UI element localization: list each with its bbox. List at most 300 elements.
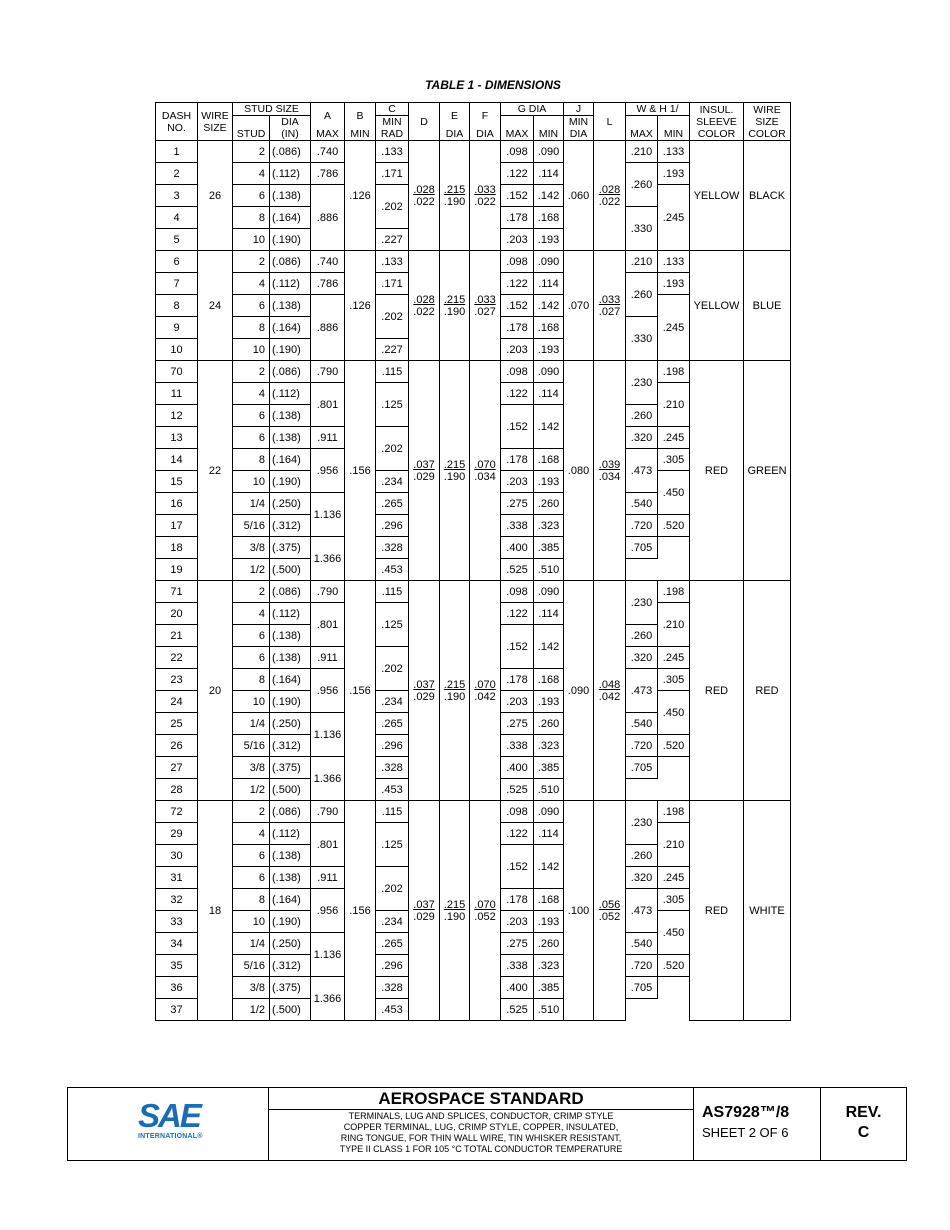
dash-no-cell: 30: [156, 845, 198, 867]
dash-no-cell: 11: [156, 383, 198, 405]
dash-no-cell: 31: [156, 867, 198, 889]
stud-cell: 5/16: [233, 735, 270, 757]
g-dia-max-cell: .152: [501, 845, 534, 889]
stud-dia-cell: (.112): [270, 383, 311, 405]
g-dia-min-cell: .142: [534, 405, 564, 449]
g-dia-max-cell: .525: [501, 559, 534, 581]
wh-min-cell: .705: [626, 537, 658, 559]
stud-dia-cell: (.250): [270, 713, 311, 735]
g-dia-min-cell: .168: [534, 317, 564, 339]
header-a: A: [311, 103, 345, 129]
dimensions-table: [155, 102, 791, 1021]
dash-no-cell: 9: [156, 317, 198, 339]
stud-dia-cell: (.190): [270, 229, 311, 251]
wh-min-cell: .245: [658, 295, 690, 361]
stud-cell: 1/2: [233, 779, 270, 801]
c-min-rad-cell: .453: [376, 999, 409, 1021]
wire-size-color-cell: WHITE: [744, 801, 791, 1021]
c-min-rad-cell: .202: [376, 295, 409, 339]
g-dia-max-cell: .122: [501, 383, 534, 405]
b-min-cell: .126: [345, 251, 376, 361]
g-dia-max-cell: .152: [501, 185, 534, 207]
header-c-min: MIN: [376, 116, 409, 129]
dash-no-cell: 14: [156, 449, 198, 471]
a-max-cell: 1.136: [311, 713, 345, 757]
e-dia-cell: $\frac{.215}{.190}$: [440, 801, 470, 1021]
g-dia-min-cell: .193: [534, 911, 564, 933]
dash-no-cell: 4: [156, 207, 198, 229]
g-dia-min-cell: .193: [534, 691, 564, 713]
dash-no-cell: 36: [156, 977, 198, 999]
table-title: TABLE 1 - DIMENSIONS: [425, 78, 561, 92]
g-dia-min-cell: .090: [534, 141, 564, 163]
g-dia-max-cell: .178: [501, 317, 534, 339]
dash-no-cell: 27: [156, 757, 198, 779]
a-max-cell: 1.136: [311, 493, 345, 537]
g-dia-min-cell: .114: [534, 383, 564, 405]
dash-no-cell: 70: [156, 361, 198, 383]
d-cell: $\frac{.037}{.029}$: [409, 361, 440, 581]
wh-max-cell: .210: [626, 141, 658, 163]
a-max-cell: .790: [311, 581, 345, 603]
wh-max-cell: .260: [626, 405, 658, 427]
dash-no-cell: 2: [156, 163, 198, 185]
stud-cell: 2: [233, 581, 270, 603]
wh-max-cell: .320: [626, 427, 658, 449]
revision-cell: [821, 1088, 906, 1160]
g-dia-min-cell: .260: [534, 713, 564, 735]
g-dia-max-cell: .400: [501, 537, 534, 559]
header-j-min: MIN: [564, 116, 594, 129]
g-dia-min-cell: .114: [534, 603, 564, 625]
c-min-rad-cell: .296: [376, 955, 409, 977]
stud-cell: 4: [233, 273, 270, 295]
g-dia-max-cell: .338: [501, 515, 534, 537]
dash-no-cell: 21: [156, 625, 198, 647]
stud-dia-cell: (.164): [270, 207, 311, 229]
wire-size-cell: 18: [198, 801, 233, 1021]
wh-max-cell: .320: [626, 867, 658, 889]
stud-dia-cell: (.086): [270, 251, 311, 273]
header-g-min: MIN: [534, 116, 564, 141]
description-line: TYPE II CLASS 1 FOR 105 °C TOTAL CONDUCTOR TEMPERATURE: [339, 1144, 623, 1154]
dash-no-cell: 28: [156, 779, 198, 801]
g-dia-max-cell: .203: [501, 471, 534, 493]
stud-cell: 6: [233, 625, 270, 647]
header-wire-color: WIRE SIZE COLOR: [744, 103, 791, 141]
dash-no-cell: 34: [156, 933, 198, 955]
g-dia-max-cell: .178: [501, 449, 534, 471]
dash-no-cell: 26: [156, 735, 198, 757]
a-max-cell: .886: [311, 185, 345, 251]
dash-no-cell: 24: [156, 691, 198, 713]
stud-cell: 1/2: [233, 999, 270, 1021]
c-min-rad-cell: .265: [376, 713, 409, 735]
g-dia-min-cell: .090: [534, 581, 564, 603]
g-dia-min-cell: .260: [534, 493, 564, 515]
stud-dia-cell: (.112): [270, 273, 311, 295]
c-min-rad-cell: .265: [376, 493, 409, 515]
stud-dia-cell: (.500): [270, 999, 311, 1021]
g-dia-min-cell: .323: [534, 735, 564, 757]
header-b: B: [345, 103, 376, 129]
header-e-dia: DIA: [440, 128, 470, 141]
wh-min-cell: .133: [658, 251, 690, 273]
f-dia-cell: $\frac{.070}{.052}$: [470, 801, 501, 1021]
c-min-rad-cell: .171: [376, 273, 409, 295]
c-min-rad-cell: .296: [376, 735, 409, 757]
stud-cell: 4: [233, 823, 270, 845]
c-min-rad-cell: .227: [376, 229, 409, 251]
g-dia-min-cell: .142: [534, 845, 564, 889]
dash-no-cell: 17: [156, 515, 198, 537]
b-min-cell: .156: [345, 801, 376, 1021]
wh-min-cell: .520: [658, 515, 690, 537]
dash-no-cell: 23: [156, 669, 198, 691]
stud-dia-cell: (.164): [270, 317, 311, 339]
stud-cell: 1/4: [233, 493, 270, 515]
stud-dia-cell: (.190): [270, 471, 311, 493]
g-dia-min-cell: .168: [534, 889, 564, 911]
stud-cell: 2: [233, 361, 270, 383]
g-dia-min-cell: .168: [534, 449, 564, 471]
g-dia-max-cell: .178: [501, 669, 534, 691]
table-row: [156, 141, 791, 163]
g-dia-max-cell: .152: [501, 625, 534, 669]
stud-cell: 5/16: [233, 955, 270, 977]
dash-no-cell: 20: [156, 603, 198, 625]
dash-no-cell: 5: [156, 229, 198, 251]
g-dia-max-cell: .400: [501, 757, 534, 779]
wh-min-cell: .245: [658, 647, 690, 669]
g-dia-min-cell: .168: [534, 669, 564, 691]
stud-cell: 4: [233, 383, 270, 405]
stud-cell: 5/16: [233, 515, 270, 537]
c-min-rad-cell: .115: [376, 361, 409, 383]
wh-min-cell: .193: [658, 273, 690, 295]
g-dia-min-cell: .090: [534, 251, 564, 273]
wh-min-cell: .305: [658, 449, 690, 471]
c-min-rad-cell: .125: [376, 603, 409, 647]
standard-description: [269, 1111, 693, 1155]
wh-min-cell: .245: [658, 427, 690, 449]
b-min-cell: .156: [345, 361, 376, 581]
stud-cell: 8: [233, 889, 270, 911]
stud-cell: 3/8: [233, 757, 270, 779]
wh-max-cell: .720: [626, 735, 658, 757]
dash-no-cell: 1: [156, 141, 198, 163]
d-cell: $\frac{.037}{.029}$: [409, 581, 440, 801]
d-cell: $\frac{.037}{.029}$: [409, 801, 440, 1021]
wh-min-cell: .133: [658, 141, 690, 163]
c-min-rad-cell: .328: [376, 537, 409, 559]
header-w-max: MAX: [626, 116, 658, 141]
stud-dia-cell: (.250): [270, 493, 311, 515]
stud-dia-cell: (.375): [270, 757, 311, 779]
header-a-max: MAX: [311, 128, 345, 141]
g-dia-max-cell: .122: [501, 823, 534, 845]
wh-max-cell: .473: [626, 889, 658, 933]
g-dia-min-cell: .510: [534, 999, 564, 1021]
stud-dia-cell: (.312): [270, 735, 311, 757]
table-row: [156, 581, 791, 603]
e-dia-cell: $\frac{.215}{.190}$: [440, 141, 470, 251]
stud-dia-cell: (.086): [270, 141, 311, 163]
g-dia-max-cell: .178: [501, 207, 534, 229]
document-number-cell: [694, 1088, 821, 1160]
a-max-cell: .886: [311, 295, 345, 361]
header-dash: DASH NO.: [156, 103, 198, 141]
header-e: E: [440, 103, 470, 129]
wh-max-cell: .540: [626, 493, 658, 515]
wh-min-cell: .210: [658, 823, 690, 867]
wire-size-cell: 24: [198, 251, 233, 361]
e-dia-cell: $\frac{.215}{.190}$: [440, 251, 470, 361]
stud-cell: 2: [233, 251, 270, 273]
a-max-cell: .911: [311, 427, 345, 449]
stud-dia-cell: (.138): [270, 845, 311, 867]
dash-no-cell: 8: [156, 295, 198, 317]
sae-logo: SAE: [138, 1097, 200, 1134]
f-dia-cell: $\frac{.070}{.034}$: [470, 361, 501, 581]
revision-label: REV.: [845, 1104, 882, 1121]
c-min-rad-cell: .202: [376, 427, 409, 471]
revision-value: C: [857, 1124, 870, 1141]
stud-cell: 6: [233, 867, 270, 889]
stud-dia-cell: (.312): [270, 515, 311, 537]
c-min-rad-cell: .227: [376, 339, 409, 361]
header-d: D: [409, 103, 440, 141]
stud-cell: 6: [233, 185, 270, 207]
stud-dia-cell: (.138): [270, 625, 311, 647]
header-stud-size: STUD SIZE: [233, 103, 311, 116]
f-dia-cell: $\frac{.033}{.022}$: [470, 141, 501, 251]
stud-cell: 6: [233, 427, 270, 449]
stud-cell: 6: [233, 405, 270, 427]
dash-no-cell: 35: [156, 955, 198, 977]
wh-max-cell: .330: [626, 317, 658, 361]
dash-no-cell: 22: [156, 647, 198, 669]
dash-no-cell: 18: [156, 537, 198, 559]
g-dia-min-cell: .168: [534, 207, 564, 229]
stud-dia-cell: (.086): [270, 581, 311, 603]
c-min-rad-cell: .328: [376, 757, 409, 779]
g-dia-max-cell: .400: [501, 977, 534, 999]
l-cell: $\frac{.039}{.034}$: [594, 361, 626, 581]
wire-size-cell: 26: [198, 141, 233, 251]
e-dia-cell: $\frac{.215}{.190}$: [440, 361, 470, 581]
wh-max-cell: .230: [626, 581, 658, 625]
c-min-rad-cell: .133: [376, 141, 409, 163]
document-number: AS7928™/8: [702, 1104, 790, 1121]
dash-no-cell: 6: [156, 251, 198, 273]
stud-cell: 2: [233, 801, 270, 823]
wh-min-cell: .450: [658, 691, 690, 735]
dash-no-cell: 10: [156, 339, 198, 361]
stud-cell: 2: [233, 141, 270, 163]
wh-min-cell: .705: [626, 977, 658, 999]
g-dia-min-cell: .193: [534, 471, 564, 493]
j-min-dia-cell: .070: [564, 251, 594, 361]
dash-no-cell: 72: [156, 801, 198, 823]
stud-cell: 10: [233, 911, 270, 933]
description-line: RING TONGUE, FOR THIN WALL WIRE, TIN WHISKER RESISTANT,: [340, 1133, 622, 1143]
wh-max-cell: .260: [626, 273, 658, 317]
insul-sleeve-color-cell: RED: [690, 361, 744, 581]
header-g-dia: G DIA: [501, 103, 564, 116]
j-min-dia-cell: .080: [564, 361, 594, 581]
title-block: [67, 1087, 907, 1161]
c-min-rad-cell: .234: [376, 691, 409, 713]
stud-cell: 6: [233, 647, 270, 669]
g-dia-max-cell: .525: [501, 999, 534, 1021]
g-dia-max-cell: .152: [501, 405, 534, 449]
l-cell: $\frac{.048}{.042}$: [594, 581, 626, 801]
dash-no-cell: 3: [156, 185, 198, 207]
dash-no-cell: 13: [156, 427, 198, 449]
g-dia-max-cell: .525: [501, 779, 534, 801]
stud-cell: 10: [233, 471, 270, 493]
stud-dia-cell: (.250): [270, 933, 311, 955]
stud-cell: 6: [233, 845, 270, 867]
header-stud: STUD: [233, 116, 270, 141]
b-min-cell: .156: [345, 581, 376, 801]
wh-min-cell: .198: [658, 361, 690, 383]
stud-cell: 8: [233, 449, 270, 471]
dash-no-cell: 25: [156, 713, 198, 735]
stud-cell: 1/2: [233, 559, 270, 581]
wh-min-cell: .450: [658, 471, 690, 515]
c-min-rad-cell: .133: [376, 251, 409, 273]
stud-cell: 4: [233, 603, 270, 625]
header-dia-in: DIA (IN): [270, 116, 311, 141]
table-row: [156, 251, 791, 273]
c-min-rad-cell: .202: [376, 867, 409, 911]
header-w-min: MIN: [658, 116, 690, 141]
a-max-cell: .956: [311, 449, 345, 493]
stud-dia-cell: (.190): [270, 691, 311, 713]
a-max-cell: 1.366: [311, 757, 345, 801]
a-max-cell: 1.136: [311, 933, 345, 977]
stud-dia-cell: (.312): [270, 955, 311, 977]
g-dia-max-cell: .098: [501, 141, 534, 163]
c-min-rad-cell: .125: [376, 383, 409, 427]
g-dia-min-cell: .510: [534, 779, 564, 801]
stud-dia-cell: (.164): [270, 669, 311, 691]
insul-sleeve-color-cell: RED: [690, 801, 744, 1021]
f-dia-cell: $\frac{.033}{.027}$: [470, 251, 501, 361]
wh-max-cell: .260: [626, 163, 658, 207]
g-dia-min-cell: .193: [534, 229, 564, 251]
wh-max-cell: .260: [626, 625, 658, 647]
c-min-rad-cell: .125: [376, 823, 409, 867]
a-max-cell: .801: [311, 823, 345, 867]
stud-dia-cell: (.112): [270, 163, 311, 185]
g-dia-max-cell: .275: [501, 933, 534, 955]
wire-size-color-cell: GREEN: [744, 361, 791, 581]
g-dia-max-cell: .152: [501, 295, 534, 317]
c-min-rad-cell: .115: [376, 801, 409, 823]
stud-dia-cell: (.190): [270, 339, 311, 361]
dash-no-cell: 37: [156, 999, 198, 1021]
wh-max-cell: .330: [626, 207, 658, 251]
a-max-cell: .790: [311, 801, 345, 823]
stud-dia-cell: (.138): [270, 295, 311, 317]
g-dia-max-cell: .098: [501, 251, 534, 273]
wh-max-cell: .230: [626, 801, 658, 845]
g-dia-min-cell: .090: [534, 801, 564, 823]
wh-min-cell: .198: [658, 801, 690, 823]
g-dia-min-cell: .385: [534, 537, 564, 559]
stud-dia-cell: (.086): [270, 361, 311, 383]
g-dia-max-cell: .203: [501, 911, 534, 933]
stud-cell: 4: [233, 163, 270, 185]
j-min-dia-cell: .100: [564, 801, 594, 1021]
insul-sleeve-color-cell: RED: [690, 581, 744, 801]
g-dia-min-cell: .323: [534, 955, 564, 977]
wh-max-cell: .473: [626, 449, 658, 493]
stud-dia-cell: (.164): [270, 449, 311, 471]
dash-no-cell: 33: [156, 911, 198, 933]
c-min-rad-cell: .453: [376, 559, 409, 581]
e-dia-cell: $\frac{.215}{.190}$: [440, 581, 470, 801]
g-dia-max-cell: .098: [501, 581, 534, 603]
wh-min-cell: .245: [658, 867, 690, 889]
header-b-min: MIN: [345, 128, 376, 141]
wh-min-cell: .305: [658, 669, 690, 691]
a-max-cell: 1.366: [311, 537, 345, 581]
header-c: C: [376, 103, 409, 116]
wh-min-cell: .305: [658, 889, 690, 911]
wh-max-cell: .540: [626, 933, 658, 955]
stud-dia-cell: (.112): [270, 603, 311, 625]
wh-min-cell: .210: [658, 603, 690, 647]
header-f: F: [470, 103, 501, 129]
stud-cell: 3/8: [233, 537, 270, 559]
a-max-cell: .911: [311, 647, 345, 669]
wh-max-cell: .473: [626, 669, 658, 713]
l-cell: $\frac{.056}{.052}$: [594, 801, 626, 1021]
f-dia-cell: $\frac{.070}{.042}$: [470, 581, 501, 801]
dash-no-cell: 7: [156, 273, 198, 295]
g-dia-min-cell: .385: [534, 977, 564, 999]
wire-size-cell: 20: [198, 581, 233, 801]
stud-cell: 10: [233, 339, 270, 361]
wh-min-cell: .210: [658, 383, 690, 427]
c-min-rad-cell: .202: [376, 185, 409, 229]
stud-cell: 10: [233, 691, 270, 713]
stud-cell: 8: [233, 669, 270, 691]
g-dia-max-cell: .275: [501, 713, 534, 735]
g-dia-max-cell: .098: [501, 361, 534, 383]
a-max-cell: .786: [311, 273, 345, 295]
d-cell: $\frac{.028}{.022}$: [409, 251, 440, 361]
g-dia-min-cell: .323: [534, 515, 564, 537]
g-dia-min-cell: .114: [534, 823, 564, 845]
header-insul: INSUL. SLEEVE COLOR: [690, 103, 744, 141]
stud-cell: 10: [233, 229, 270, 251]
d-cell: $\frac{.028}{.022}$: [409, 141, 440, 251]
header-g-max: MAX: [501, 116, 534, 141]
insul-sleeve-color-cell: YELLOW: [690, 251, 744, 361]
a-max-cell: .740: [311, 141, 345, 163]
stud-dia-cell: (.375): [270, 977, 311, 999]
g-dia-min-cell: .193: [534, 339, 564, 361]
stud-dia-cell: (.112): [270, 823, 311, 845]
wire-size-color-cell: BLUE: [744, 251, 791, 361]
a-max-cell: .790: [311, 361, 345, 383]
g-dia-max-cell: .203: [501, 229, 534, 251]
